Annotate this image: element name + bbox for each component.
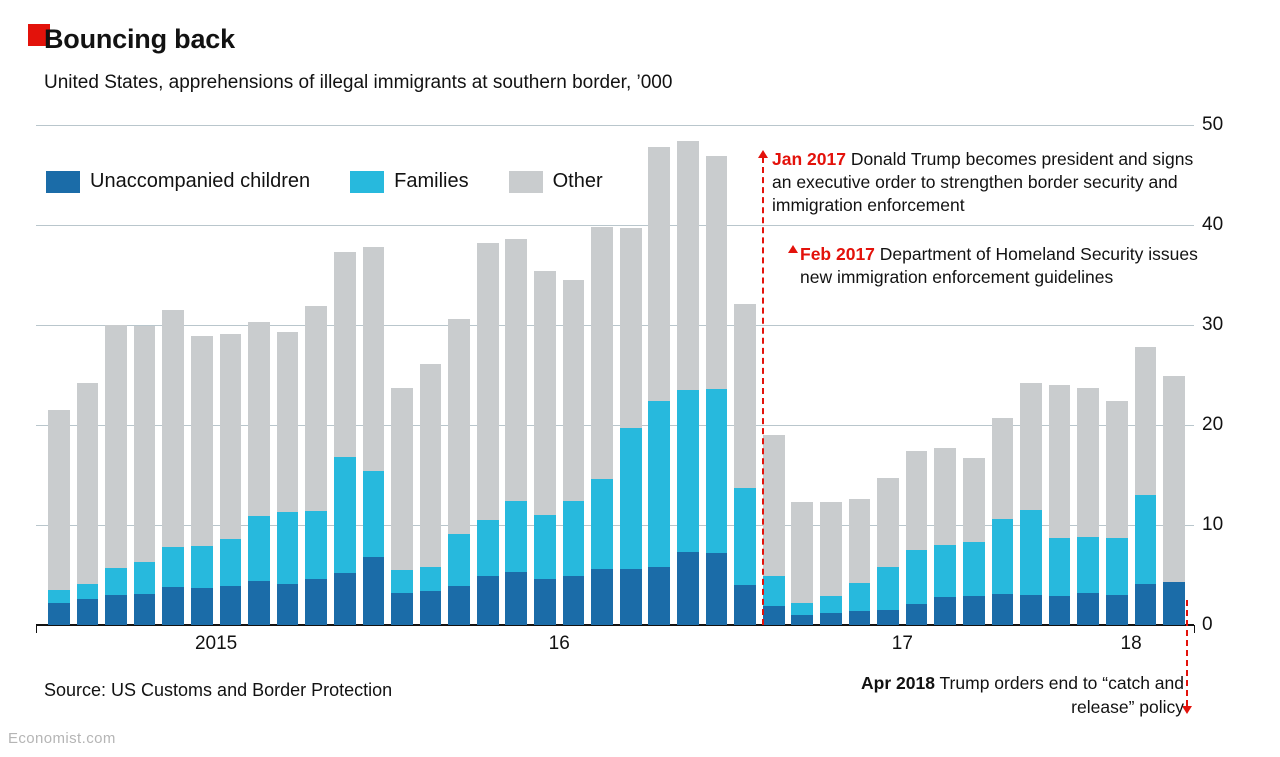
bar-segment-other [105,325,127,568]
bar-column [420,364,442,625]
legend-label: Unaccompanied children [90,170,311,192]
legend-swatch-icon [350,171,384,193]
annotation-text: Trump orders end to “catch and release” policy [934,673,1184,717]
axis-tick-mark [1194,625,1195,633]
bar-segment-families [477,520,499,576]
bar-segment-other [734,304,756,488]
bar-segment-children [1135,584,1157,625]
bar-segment-other [363,247,385,471]
bar-segment-children [305,579,327,625]
bar-segment-other [934,448,956,545]
annotation-label: Apr 2018 [861,673,935,693]
bar-segment-other [162,310,184,547]
bar-segment-children [334,573,356,625]
bar-segment-children [77,599,99,625]
bar-segment-families [877,567,899,610]
legend-item-other [509,170,603,193]
x-axis-labels [36,625,1194,665]
bar-column [1077,388,1099,625]
bar-column [220,334,242,625]
legend-swatch-icon [509,171,543,193]
bar-column [248,322,270,625]
bar-segment-children [191,588,213,625]
bar-segment-families [591,479,613,569]
bar-segment-children [706,553,728,625]
bar-column [849,499,871,625]
bar-segment-families [505,501,527,572]
bar-segment-families [620,428,642,569]
y-axis-tick-label: 30 [1202,314,1224,335]
bar-segment-children [763,606,785,625]
annotation-apr-2018 [854,672,1184,719]
bar-segment-other [677,141,699,390]
y-axis-tick-label: 50 [1202,114,1224,135]
bar-segment-other [48,410,70,590]
source-note: Source: US Customs and Border Protection [44,680,393,700]
bar-segment-children [934,597,956,625]
bar-segment-children [591,569,613,625]
jan-2017-arrow-icon [758,150,768,158]
bar-segment-families [1020,510,1042,595]
bar-segment-other [477,243,499,520]
bar-segment-other [591,227,613,479]
bar-segment-families [1135,495,1157,584]
bar-segment-families [191,546,213,588]
bar-segment-other [820,502,842,596]
bar-column [820,502,842,625]
bar-segment-children [505,572,527,625]
bar-segment-children [906,604,928,625]
bar-segment-other [534,271,556,515]
bar-segment-families [1077,537,1099,593]
bar-column [505,239,527,625]
bar-segment-children [1020,595,1042,625]
bar-segment-families [77,584,99,599]
y-axis-tick-label: 40 [1202,214,1224,235]
bar-column [963,458,985,625]
bar-segment-families [648,401,670,567]
bar-segment-children [877,610,899,625]
bar-segment-children [648,567,670,625]
bar-segment-children [448,586,470,625]
bar-column [877,478,899,625]
bar-segment-other [906,451,928,550]
bar-segment-families [420,567,442,591]
bar-segment-other [191,336,213,546]
bar-column [934,448,956,625]
bar-segment-families [105,568,127,595]
bar-segment-children [734,585,756,625]
bar-segment-families [448,534,470,586]
bar-column [734,304,756,625]
y-axis-tick-label: 20 [1202,414,1224,435]
bar-column [1135,347,1157,625]
bar-segment-other [706,156,728,389]
bar-segment-children [1077,593,1099,625]
bar-segment-families [363,471,385,557]
bar-segment-families [220,539,242,586]
bar-segment-other [248,322,270,516]
legend-label: Other [552,170,603,192]
bar-segment-families [334,457,356,573]
bar-segment-families [763,576,785,606]
x-axis-tick-label: 18 [1120,633,1142,654]
bar-segment-children [134,594,156,625]
bar-column [162,310,184,625]
bar-segment-families [963,542,985,596]
bar-segment-children [1163,582,1185,625]
bar-segment-families [706,389,728,553]
bar-segment-other [563,280,585,501]
bar-segment-other [791,502,813,603]
bar-column [791,502,813,625]
bar-column [277,332,299,625]
bar-segment-children [277,584,299,625]
bar-segment-other [620,228,642,428]
bar-segment-other [992,418,1014,519]
chart-legend [46,170,629,193]
bar-segment-other [391,388,413,570]
bar-segment-other [763,435,785,576]
bar-column [1020,383,1042,625]
bar-segment-children [677,552,699,625]
bar-segment-children [791,615,813,625]
bar-column [1106,401,1128,625]
bar-column [134,326,156,625]
bar-segment-families [248,516,270,581]
bar-segment-other [1106,401,1128,538]
bar-segment-families [534,515,556,579]
apr-2018-marker-line [1186,600,1188,706]
bar-segment-families [992,519,1014,594]
bar-segment-other [334,252,356,457]
bar-segment-families [849,583,871,611]
y-axis-tick-label: 0 [1202,614,1213,635]
bar-segment-other [849,499,871,583]
bar-segment-families [820,596,842,613]
annotation-label: Jan 2017 [772,149,846,169]
annotation-text: Department of Homeland Security issues new immigration enforcement guidelines [800,244,1198,288]
bar-segment-families [934,545,956,597]
page-title: Bouncing back [44,24,235,54]
annotation-jan-2017 [772,148,1194,217]
bar-segment-children [48,603,70,625]
bar-column [648,147,670,625]
bar-segment-children [162,587,184,625]
bar-column [48,410,70,625]
bar-segment-families [1106,538,1128,595]
bar-column [391,388,413,625]
bar-segment-other [134,326,156,562]
chart-subtitle: United States, apprehensions of illegal immigrants at southern border, ’000 [44,72,673,93]
bar-segment-children [105,595,127,625]
x-axis-tick-label: 16 [548,633,570,654]
bar-segment-children [363,557,385,625]
bar-segment-other [505,239,527,501]
bar-segment-children [420,591,442,625]
bar-segment-other [305,306,327,511]
bar-segment-families [1049,538,1071,596]
bar-column [77,383,99,625]
bar-segment-other [1163,376,1185,582]
bar-column [763,435,785,625]
bar-column [305,306,327,625]
bar-segment-other [1077,388,1099,537]
bar-column [105,325,127,625]
bar-segment-other [877,478,899,567]
bar-segment-other [420,364,442,567]
bar-segment-children [534,579,556,625]
bar-column [706,156,728,625]
bar-segment-other [648,147,670,401]
bar-segment-children [820,613,842,625]
bar-segment-families [906,550,928,604]
bar-segment-other [1020,383,1042,510]
bar-column [1049,385,1071,625]
bar-column [534,271,556,625]
bar-column [334,252,356,625]
bar-segment-children [849,611,871,625]
bar-segment-families [734,488,756,585]
bar-segment-other [448,319,470,534]
bar-column [477,243,499,625]
bar-column [677,141,699,625]
bar-segment-children [248,581,270,625]
bar-segment-children [963,596,985,625]
bar-segment-families [134,562,156,594]
jan-2017-marker-line [762,157,764,625]
bar-segment-families [677,390,699,552]
feb-2017-arrow-icon [788,245,798,253]
bar-segment-children [1106,595,1128,625]
bar-segment-other [1135,347,1157,495]
bar-column [448,319,470,625]
bar-segment-families [563,501,585,576]
legend-item-families [350,170,468,193]
bar-segment-other [77,383,99,584]
bar-segment-families [277,512,299,584]
bar-segment-other [1049,385,1071,538]
legend-swatch-icon [46,171,80,193]
annotation-feb-2017 [800,243,1200,289]
axis-tick-mark [36,625,37,633]
bar-segment-other [963,458,985,542]
y-axis-tick-label: 10 [1202,514,1224,535]
bar-segment-children [563,576,585,625]
x-axis-tick-label: 17 [891,633,913,654]
bar-column [1163,376,1185,625]
legend-item-children [46,170,310,193]
bar-segment-other [220,334,242,539]
brand-footer: Economist.com [8,730,116,747]
bar-segment-families [305,511,327,579]
bar-column [563,280,585,625]
bar-segment-families [162,547,184,587]
annotation-label: Feb 2017 [800,244,875,264]
x-axis-tick-label: 2015 [194,633,238,654]
annotation-text: Donald Trump becomes president and signs an executive order to strengthen border security and immigration enforcement [772,149,1194,216]
bar-column [363,247,385,625]
bar-segment-families [791,603,813,615]
bar-column [591,227,613,625]
bar-segment-other [277,332,299,512]
bar-segment-children [992,594,1014,625]
bar-segment-families [48,590,70,603]
bar-segment-children [391,593,413,625]
bar-segment-children [620,569,642,625]
bar-column [906,451,928,625]
bar-column [191,336,213,625]
legend-label: Families [394,170,469,192]
bar-column [992,418,1014,625]
bar-segment-children [1049,596,1071,625]
bar-segment-families [391,570,413,593]
bar-segment-children [477,576,499,625]
bar-segment-children [220,586,242,625]
bar-column [620,228,642,625]
